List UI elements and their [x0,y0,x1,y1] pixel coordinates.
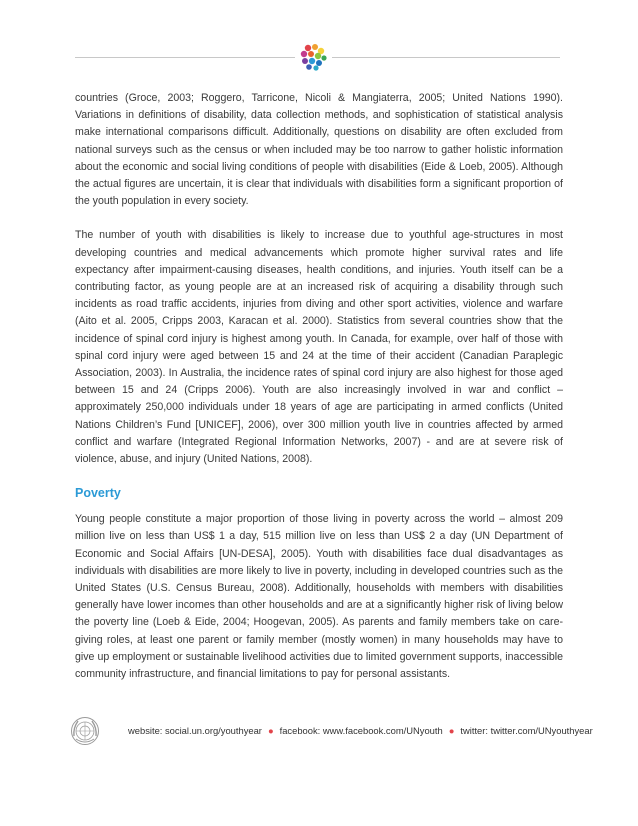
header-rule-left [75,57,295,58]
footer-twitter-link[interactable]: twitter: twitter.com/UNyouthyear [460,725,593,736]
header-rule-right [332,57,560,58]
paragraph-disability-data: countries (Groce, 2003; Roggero, Tarricone, Nicoli & Mangiaterra, 2005; United Nations 1990). Variations in definitions of disability, data collection methods, and sophistication of statistical analysis make international comparisons difficult. Additionally, questions on disability are often excluded from national surveys such as the census or when included may be too narrow to gather holistic information about the economic and social living conditions of people with disabilities (Eide & Loeb, 2005). Although the actual figures are uncertain, it is clear that individuals with disabilities form a significant proportion of the youth population in every society. [75,92,563,208]
youth-year-logo-icon [298,42,328,72]
section-heading-poverty: Poverty [75,486,121,501]
un-emblem-icon [70,716,100,746]
paragraph-poverty: Young people constitute a major proportion of those living in poverty across the world – almost 209 million live on less than US$ 1 a day, 515 million live on less than US$ 2 a day (UN Department of Economic and Social Affairs [UN-DESA], 2005). Youth with disabilities face dual disadvantages as individuals with disabilities are more likely to live in poverty, including in developed countries such as the United States (U.S. Census Bureau, 2008). Additionally, households with members with disabilities generally have lower incomes than other households and are at a significantly higher risk of living below the poverty line (Loeb & Eide, 2004; Hoogevan, 2005). As parents and family members take on care-giving roles, at least one parent or family member (mostly women) in many households may have to give up employment or sustainable livelihood activities due to limited government supports, inaccessible community infrastructure, and financial limitations to pay for personal assistants. [75,513,563,681]
footer-separator: ● [448,725,455,736]
paragraph-youth-disability-increase: The number of youth with disabilities is likely to increase due to youthful age-structures in most developing countries and medical advancements which promote higher survival rates and life expectancy after impairment-causing diseases, health conditions, and injuries. Youth itself can be a contributing factor, as young people are at an increased risk of acquiring a disability through such incidents as road traffic accidents, injuries from diving and other sport activities, violence and warfare (Aito et al. 2005, Cripps 2003, Karacan et al. 2000). Statistics from several countries show that the incidence of spinal cord injury is highest among youth. In Canada, for example, over half of those with spinal cord injury were aged between 15 and 24 at the time of their accident (Canadian Paraplegic Association, 2003). In Australia, the incidence rates of spinal cord injury are also highest for those aged between 15 and 24 (Cripps 2006). Youth are also increasingly involved in war and conflict – approximately 250,000 individuals under 18 years of age are participating in armed conflicts (United Nations Children’s Fund [UNICEF], 2006), over 300 million youth live in countries affected by armed conflict and warfare (Integrated Regional Information Networks, 2007) - and are at severe risk of violence, abuse, and injury (United Nations, 2008). [75,229,563,466]
footer-facebook-link[interactable]: facebook: www.facebook.com/UNyouth [279,725,443,736]
page-footer [70,716,593,750]
footer-separator: ● [267,725,274,736]
document-body [75,90,563,683]
footer-website-link[interactable]: website: social.un.org/youthyear [128,725,262,736]
footer-links [128,725,593,736]
